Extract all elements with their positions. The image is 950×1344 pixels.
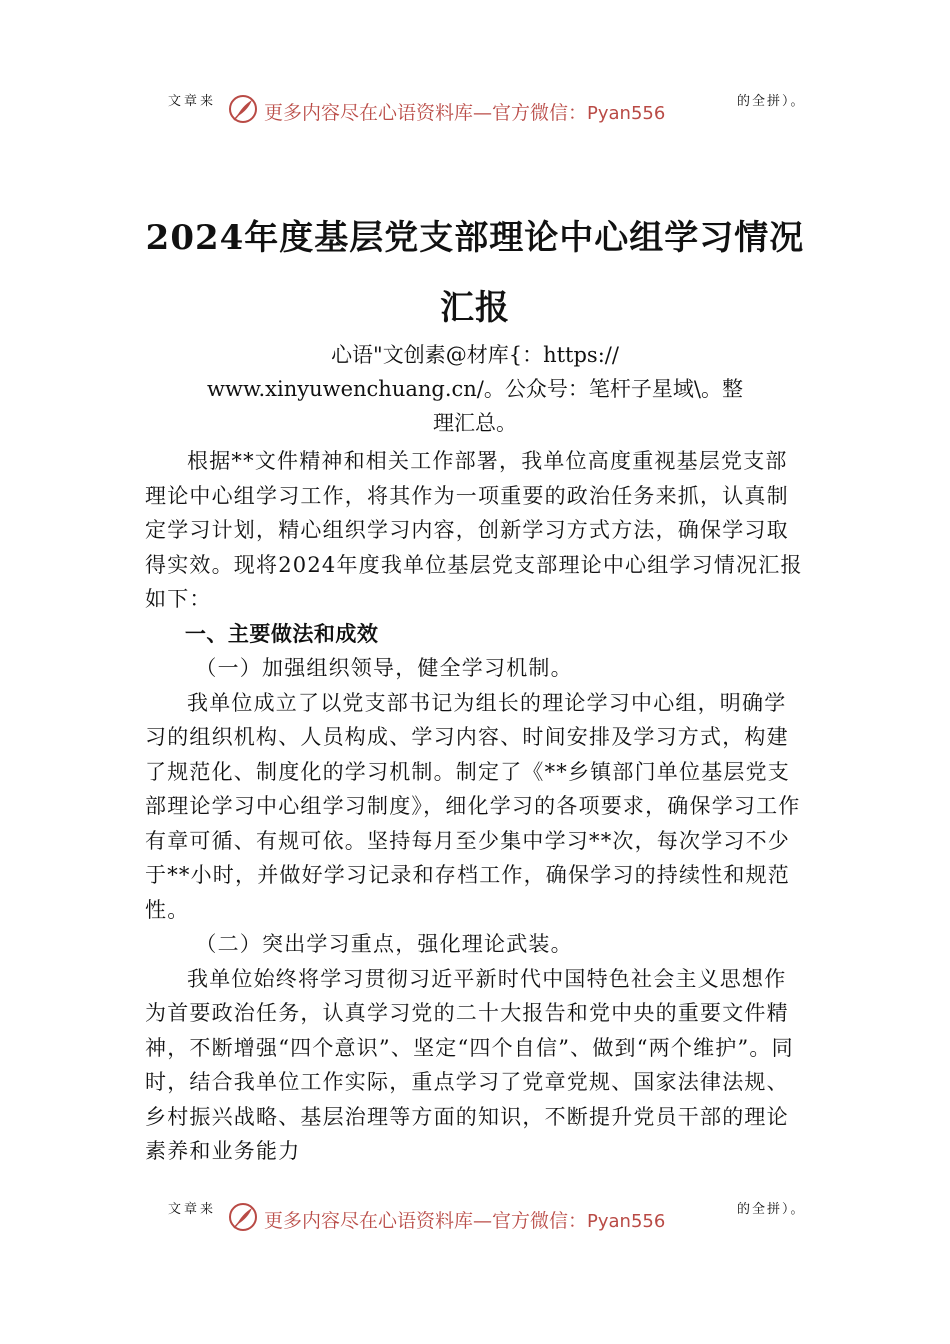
feather-logo-icon <box>228 1202 258 1232</box>
subheading-2: （二）突出学习重点，强化理论武装。 <box>195 932 573 956</box>
document-title-line-1: 2024年度基层党支部理论中心组学习情况 <box>145 218 805 258</box>
footer-watermark-bar <box>0 1196 950 1246</box>
footer-ad-text: 更多内容尽在心语资料库—官方微信：Pyan556 <box>264 1210 666 1232</box>
paragraph-organization: 我单位成立了以党支部书记为组长的理论学习中心组，明确学习的组织机构、人员构成、学习内容、时间安排及学习方式，构建了规范化、制度化的学习机制。制定了《**乡镇部门单位基层党支部理论学习中心组学习制度》，细化学习的各项要求，确保学习工作有章可循、有规可依。坚持每月至少集中学习**次，每次学习不少于**小时，并做好学习记录和存档工作，确保学习的持续性和规范性。 <box>145 690 801 922</box>
footer-right-text: 的全拼）。 <box>737 1202 806 1217</box>
header-ad-text: 更多内容尽在心语资料库—官方微信：Pyan556 <box>264 102 666 124</box>
section-heading-1: 一、主要做法和成效 <box>184 620 379 646</box>
footer-left-text: 文章来 <box>168 1202 217 1217</box>
paragraph-intro: 根据**文件精神和相关工作部署，我单位高度重视基层党支部理论中心组学习工作，将其作为一项重要的政治任务来抓，认真制定学习计划，精心组织学习内容，创新学习方式方法，确保学习取得实效。现将2024年度我单位基层党支部理论中心组学习情况汇报如下： <box>145 449 803 611</box>
subheading-1: （一）加强组织领导，健全学习机制。 <box>195 656 573 680</box>
header-watermark-bar <box>0 88 950 138</box>
source-note <box>145 338 805 440</box>
header-right-text: 的全拼）。 <box>737 94 806 109</box>
header-left-text: 文章来 <box>168 94 217 109</box>
source-line-3: 理汇总。 <box>433 411 517 435</box>
paragraph-focus: 我单位始终将学习贯彻习近平新时代中国特色社会主义思想作为首要政治任务，认真学习党的二十大报告和党中央的重要文件精神，不断增强“四个意识”、坚定“四个自信”、做到“两个维护”。同时，结合我单位工作实际，重点学习了党章党规、国家法律法规、乡村振兴战略、基层治理等方面的知识，不断提升党员干部的理论素养和业务能力 <box>145 966 794 1163</box>
source-line-2: www.xinyuwenchuang.cn/。公众号：笔杆子星域\。整 <box>207 377 743 401</box>
document-title-line-2: 汇报 <box>440 288 510 328</box>
document-body <box>145 444 805 1169</box>
source-line-1: 心语"文创素@材库{：https:// <box>331 343 619 367</box>
feather-logo-icon <box>228 94 258 124</box>
